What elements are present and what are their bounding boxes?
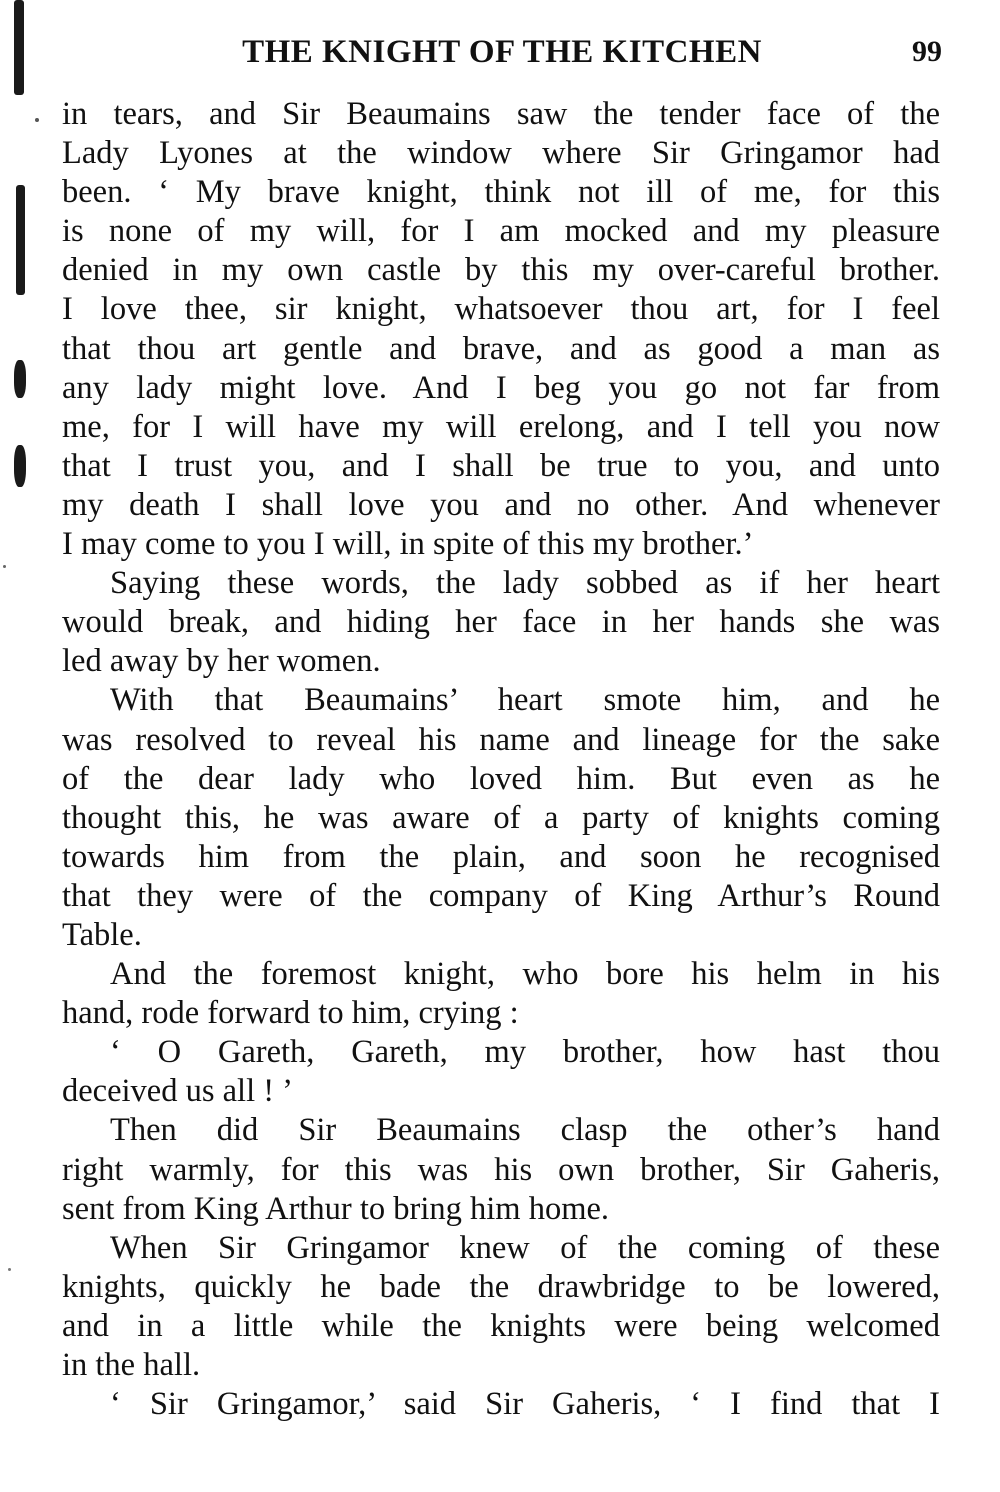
scan-speck <box>35 118 39 122</box>
body-text <box>62 95 940 1424</box>
text-line: hand, rode forward to him, crying : <box>62 995 519 1032</box>
text-line: would break, and hiding her face in her hands she was <box>62 604 940 641</box>
scan-artifact <box>14 0 24 95</box>
text-line: of the dear lady who loved him. But even as he <box>62 760 940 797</box>
text-line: sent from King Arthur to bring him home. <box>62 1190 610 1227</box>
paragraph-first-line: With that Beaumains’ heart smote him, and he <box>110 682 940 719</box>
text-line: right warmly, for this was his own brother, Sir Gaheris, <box>62 1151 940 1188</box>
scan-artifact <box>14 360 26 398</box>
text-line: Table. <box>62 916 142 953</box>
text-line: in the hall. <box>62 1347 201 1383</box>
text-line: that I trust you, and I shall be true to you, and unto <box>62 447 940 484</box>
scan-speck <box>8 1268 11 1271</box>
text-line: towards him from the plain, and soon he recognised <box>62 838 940 875</box>
text-line: denied in my own castle by this my over-careful brother. <box>62 252 940 289</box>
text-line: and in a little while the knights were being welcomed <box>62 1307 940 1344</box>
paragraph-first-line: When Sir Gringamor knew of the coming of these <box>110 1229 940 1266</box>
text-line: knights, quickly he bade the drawbridge to be lowered, <box>62 1268 940 1305</box>
text-line: thought this, he was aware of a party of knights coming <box>62 799 940 836</box>
paragraph-first-line: ‘ O Gareth, Gareth, my brother, how hast thou <box>110 1034 940 1071</box>
text-line: that thou art gentle and brave, and as good a man as <box>62 330 940 367</box>
paragraph-first-line: Saying these words, the lady sobbed as if her heart <box>110 565 940 602</box>
text-line: in tears, and Sir Beaumains saw the tender face of the <box>62 96 940 132</box>
text-line: my death I shall love you and no other. And whenever <box>62 486 940 523</box>
text-line: any lady might love. And I beg you go not far from <box>62 369 940 406</box>
running-title: THE KNIGHT OF THE KITCHEN <box>242 34 762 70</box>
paragraph-first-line: Then did Sir Beaumains clasp the other’s hand <box>110 1112 940 1149</box>
scan-speck <box>3 565 6 568</box>
text-line: that they were of the company of King Arthur’s Round <box>62 877 940 914</box>
page-number: 99 <box>912 35 942 68</box>
paragraph-first-line: ‘ Sir Gringamor,’ said Sir Gaheris, ‘ I find that I <box>110 1386 940 1423</box>
text-line: I love thee, sir knight, whatsoever thou art, for I feel <box>62 291 940 328</box>
text-line: deceived us all ! ’ <box>62 1073 294 1110</box>
page-header <box>62 28 942 76</box>
text-line: led away by her women. <box>62 643 381 680</box>
text-line: was resolved to reveal his name and lineage for the sake <box>62 721 940 758</box>
text-line: been. ‘ My brave knight, think not ill of me, for this <box>62 174 940 211</box>
paragraph-first-line: And the foremost knight, who bore his helm in his <box>110 956 940 993</box>
text-line: Lady Lyones at the window where Sir Gringamor had <box>62 135 940 172</box>
scan-artifact <box>16 185 25 295</box>
scan-artifact <box>14 445 26 487</box>
text-line: is none of my will, for I am mocked and my pleasure <box>62 213 940 250</box>
text-line: me, for I will have my will erelong, and I tell you now <box>62 408 940 445</box>
text-line: I may come to you I will, in spite of this my brother.’ <box>62 526 754 563</box>
